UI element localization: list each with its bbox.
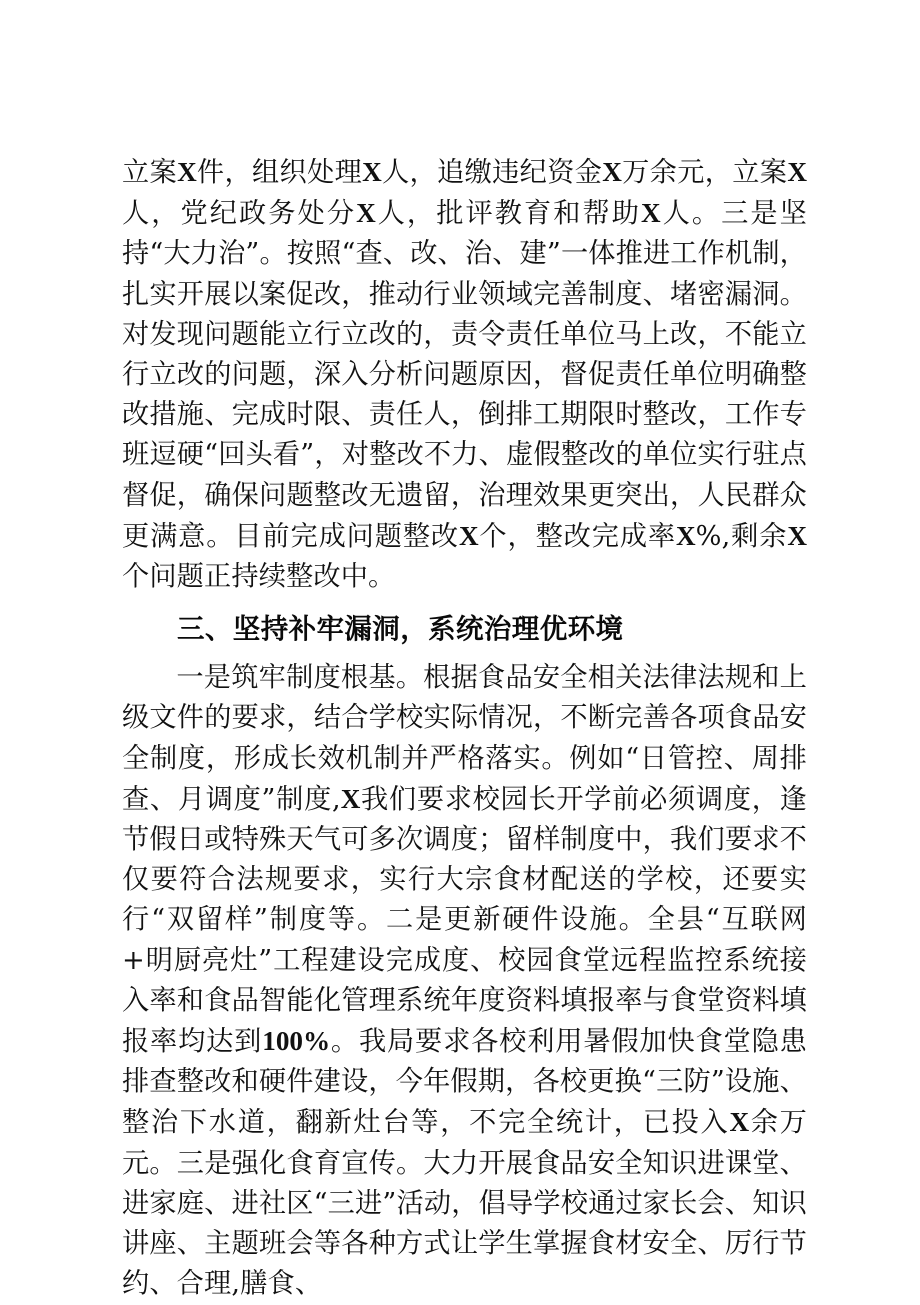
placeholder-value: 100% <box>262 1026 331 1057</box>
placeholder-value: X <box>787 520 807 551</box>
placeholder-value: X <box>641 198 661 229</box>
placeholder-value: X <box>177 157 197 187</box>
placeholder-value: X <box>676 520 696 551</box>
placeholder-value: X <box>787 157 807 187</box>
placeholder-value: X <box>729 1107 750 1138</box>
paragraph-continued: 立案X件，组织处理X人，追缴违纪资金X万余元，立案X人，党纪政务处分X人，批评教育和帮助X人。三是坚持“大力治”。按照“查、改、治、建”一体推进工作机制，扎实开展以案促改，推动行业领域完善制度、堵密漏洞。对发现问题能立行立改的，责令责任单位马上改，不能立行立改的问题，深入分析问题原因，督促责任单位明确整改措施、完成时限、责任人，倒排工期限时整改，工作专班逗硬“回头看”，对整改不力、虚假整改的单位实行驻点督促，确保问题整改无遗留，治理效果更突出，人民群众更满意。目前完成问题整改X个，整改完成率X%,剩余X个问题正持续整改中。 <box>122 157 807 593</box>
placeholder-value: X <box>459 520 479 551</box>
paragraph-section-three-body: 一是筑牢制度根基。根据食品安全相关法律法规和上级文件的要求，结合学校实际情况，不断完善各项食品安全制度，形成长效机制并严格落实。例如“日管控、周排查、月调度”制度,X我们要求校园长开学前必须调度，逢节假日或特殊天气可多次调度；留样制度中，我们要求不仅要符合法规要求，实行大宗食材配送的学校，还要实行“双留样”制度等。二是更新硬件设施。全县“互联网+明厨亮灶”工程建设完成度、校园食堂远程监控系统接入率和食品智能化管理系统年度资料填报率与食堂资料填报率均达到100%。我局要求各校利用暑假加快食堂隐患排查整改和硬件建设，今年假期，各校更换“三防”设施、整治下水道，翻新灶台等，不完全统计，已投入X余万元。三是强化食育宣传。大力开展食品安全知识进课堂、进家庭、进社区“三进”活动，倡导学校通过家长会、知识讲座、主题班会等各种方式让学生掌握食材安全、厉行节约、合理,膳食、 <box>122 662 807 1300</box>
placeholder-value: X <box>602 157 622 187</box>
placeholder-value: X <box>340 783 361 814</box>
placeholder-value: X <box>356 198 376 229</box>
placeholder-value: X <box>362 157 382 187</box>
section-heading-three: 三、坚持补牢漏洞，系统治理优环境 <box>177 613 624 646</box>
